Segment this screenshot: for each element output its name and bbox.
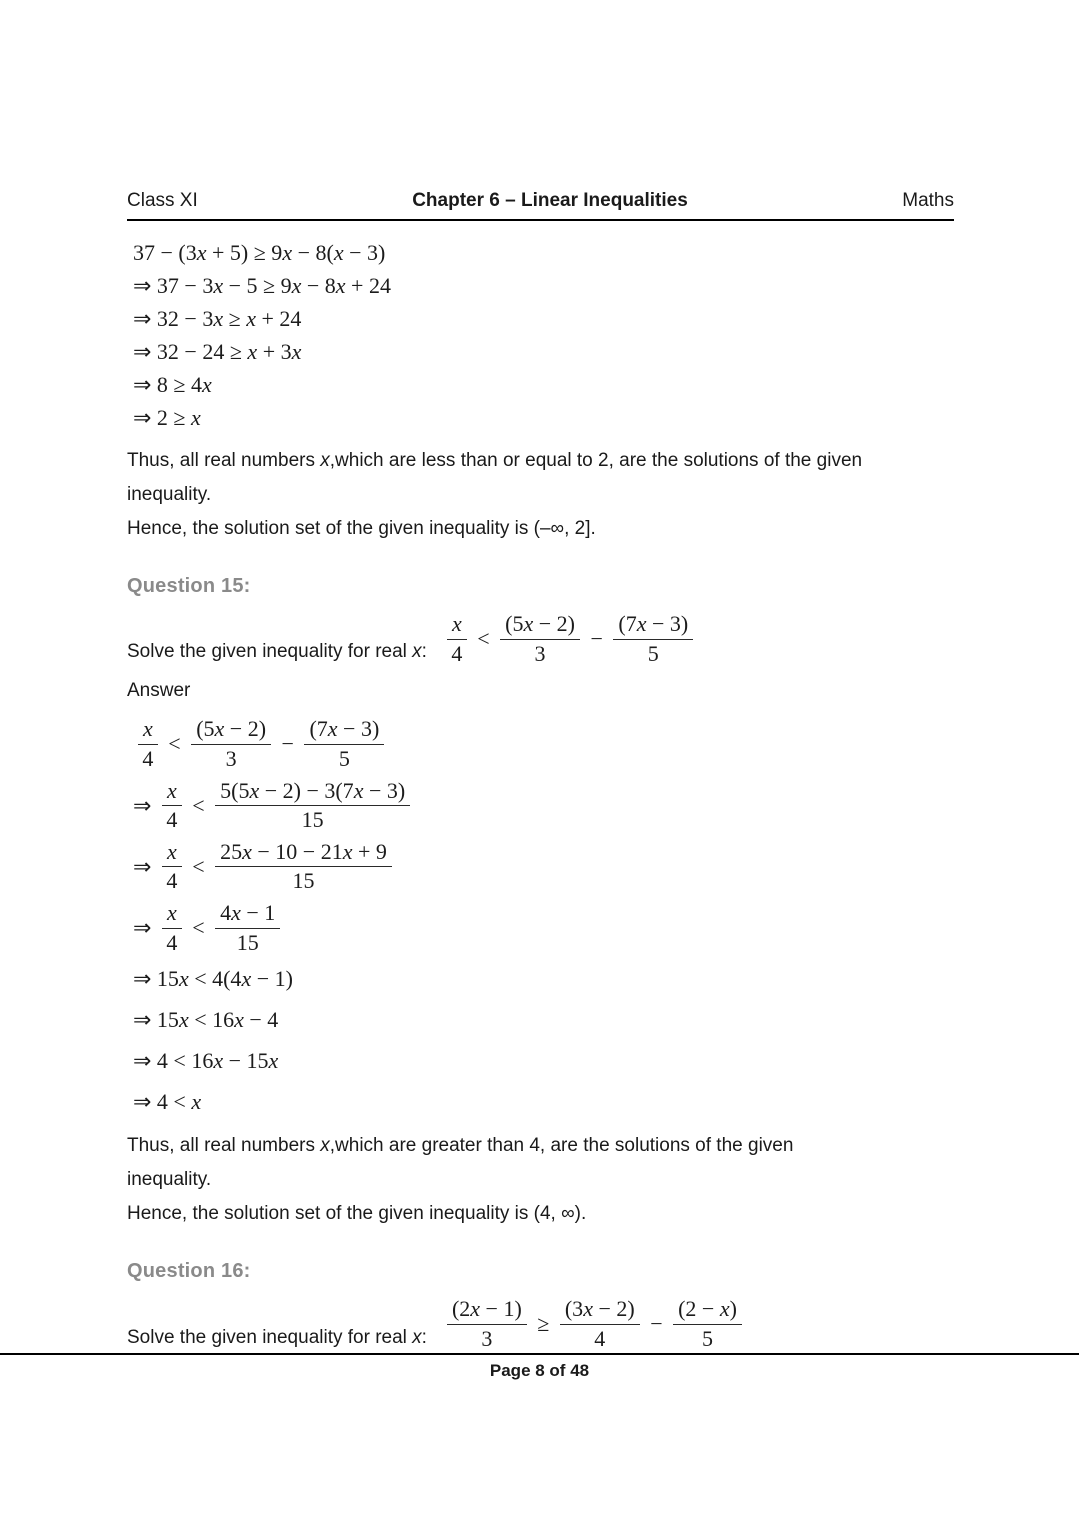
math-text: < xyxy=(471,626,496,652)
page-number: Page 8 of 48 xyxy=(489,1361,590,1380)
fraction-denominator: 3 xyxy=(534,640,546,666)
math-step xyxy=(133,302,954,335)
fraction-denominator: 5 xyxy=(338,745,350,771)
math-text: ⇒ 15x < 4(4x − 1) xyxy=(133,966,293,992)
question15-solution-steps xyxy=(133,717,954,1119)
question-16-prompt-row xyxy=(127,1297,954,1351)
fraction xyxy=(162,840,182,894)
fraction-numerator: 4x − 1 xyxy=(215,901,280,929)
fraction-numerator: (5x − 2) xyxy=(191,717,271,745)
fraction-denominator: 4 xyxy=(166,929,178,955)
math-text: ⇒ 32 − 24 ≥ x + 3x xyxy=(133,338,302,364)
math-text: ⇒ xyxy=(133,792,157,818)
fraction-numerator: 5(5x − 2) − 3(7x − 3) xyxy=(215,779,410,807)
conclusion-line: Thus, all real numbers x,which are less than or equal to 2, are the solutions of the given xyxy=(127,450,863,471)
fraction-denominator: 4 xyxy=(451,640,463,666)
header-chapter-title: Chapter 6 – Linear Inequalities xyxy=(412,190,688,211)
fraction xyxy=(560,1297,640,1351)
math-text: − xyxy=(276,731,300,757)
question-15-heading: Question 15: xyxy=(127,575,251,597)
fraction xyxy=(447,612,467,666)
math-step xyxy=(133,1003,954,1037)
math-text: ⇒ 8 ≥ 4x xyxy=(133,371,212,397)
math-text: ⇒ 15x < 16x − 4 xyxy=(133,1007,279,1033)
fraction-denominator: 15 xyxy=(301,807,324,833)
fraction-numerator: x xyxy=(162,840,182,868)
question-15-formula xyxy=(442,612,698,666)
math-text: ≥ xyxy=(531,1311,555,1337)
fraction-numerator: (2x − 1) xyxy=(447,1297,527,1325)
math-step xyxy=(133,717,954,771)
fraction-numerator: x xyxy=(138,717,158,745)
math-step xyxy=(133,1044,954,1078)
header-subject: Maths xyxy=(902,190,954,211)
fraction-denominator: 4 xyxy=(142,745,154,771)
math-text: ⇒ xyxy=(133,853,157,879)
fraction xyxy=(191,717,271,771)
question-16-prompt: Solve the given inequality for real x: xyxy=(127,1326,427,1348)
question-15-prompt-row xyxy=(127,612,954,666)
math-step xyxy=(133,236,954,269)
math-step xyxy=(133,962,954,996)
fraction xyxy=(162,779,182,833)
math-text: ⇒ 37 − 3x − 5 ≥ 9x − 8x + 24 xyxy=(133,272,391,298)
conclusion-line: Thus, all real numbers x,which are greater than 4, are the solutions of the given xyxy=(127,1135,794,1157)
fraction xyxy=(215,840,392,894)
math-text: − xyxy=(584,626,609,652)
question15-conclusion xyxy=(127,1129,954,1231)
page-footer xyxy=(0,1353,1079,1381)
math-text: 37 − (3x + 5) ≥ 9x − 8(x − 3) xyxy=(133,239,386,265)
math-step xyxy=(133,368,954,401)
math-text: ⇒ xyxy=(133,915,157,941)
question-16-formula xyxy=(442,1297,747,1351)
conclusion-line: inequality. xyxy=(127,1169,212,1191)
fraction-numerator: (5x − 2) xyxy=(500,612,580,640)
math-text: ⇒ 2 ≥ x xyxy=(133,404,201,430)
conclusion-line: Hence, the solution set of the given inequality is (4, ∞). xyxy=(127,1203,587,1225)
math-step xyxy=(133,1085,954,1119)
fraction xyxy=(138,717,158,771)
fraction-numerator: (7x − 3) xyxy=(304,717,384,745)
math-text: − xyxy=(644,1311,669,1337)
fraction-numerator: (2 − x) xyxy=(673,1297,742,1325)
fraction-denominator: 4 xyxy=(166,807,178,833)
question-15-prompt: Solve the given inequality for real x: xyxy=(127,641,427,663)
math-text: ⇒ 4 < 16x − 15x xyxy=(133,1048,279,1074)
fraction xyxy=(215,779,410,833)
fraction xyxy=(500,612,580,666)
fraction-numerator: x xyxy=(447,612,467,640)
fraction-denominator: 5 xyxy=(702,1325,714,1351)
fraction-denominator: 5 xyxy=(647,640,659,666)
fraction-denominator: 15 xyxy=(292,868,315,894)
fraction xyxy=(673,1297,742,1351)
fraction xyxy=(215,901,280,955)
fraction-numerator: 25x − 10 − 21x + 9 xyxy=(215,840,392,868)
conclusion-line: Hence, the solution set of the given inequality is (–∞, 2]. xyxy=(127,518,596,539)
fraction-numerator: (7x − 3) xyxy=(613,612,693,640)
fraction-denominator: 3 xyxy=(481,1325,493,1351)
math-text: < xyxy=(162,731,187,757)
question14-solution-steps xyxy=(133,236,954,434)
fraction xyxy=(162,901,182,955)
math-text: ⇒ 32 − 3x ≥ x + 24 xyxy=(133,305,302,331)
math-text: < xyxy=(186,915,211,941)
fraction-denominator: 4 xyxy=(594,1325,606,1351)
fraction-numerator: x xyxy=(162,779,182,807)
math-text: ⇒ 4 < x xyxy=(133,1089,202,1115)
fraction-denominator: 4 xyxy=(166,868,178,894)
page-header xyxy=(127,190,954,221)
fraction-denominator: 15 xyxy=(236,929,259,955)
math-step xyxy=(133,779,954,833)
math-step xyxy=(133,335,954,368)
fraction-numerator: x xyxy=(162,901,182,929)
math-text: < xyxy=(186,853,211,879)
fraction-denominator: 3 xyxy=(225,745,237,771)
fraction xyxy=(304,717,384,771)
math-step xyxy=(133,901,954,955)
conclusion-line: inequality. xyxy=(127,484,212,505)
fraction-numerator: (3x − 2) xyxy=(560,1297,640,1325)
fraction xyxy=(447,1297,527,1351)
question14-conclusion xyxy=(127,444,954,546)
answer-label: Answer xyxy=(127,680,191,702)
math-step xyxy=(133,401,954,434)
math-step xyxy=(133,269,954,302)
header-class: Class XI xyxy=(127,190,198,211)
fraction xyxy=(613,612,693,666)
question-16-heading: Question 16: xyxy=(127,1260,251,1283)
math-step xyxy=(133,840,954,894)
math-text: < xyxy=(186,792,211,818)
